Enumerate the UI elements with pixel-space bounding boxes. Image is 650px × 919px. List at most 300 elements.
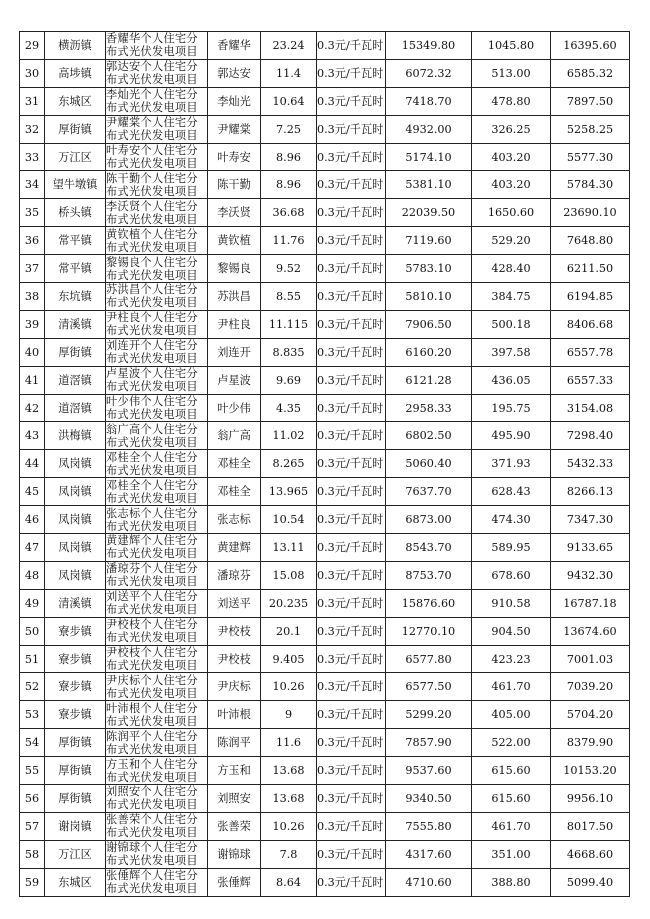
row-amount-a: 8543.70	[386, 534, 472, 562]
table-row	[20, 32, 630, 60]
row-amount-b: 495.90	[472, 422, 551, 450]
row-total: 9432.30	[551, 561, 630, 589]
row-index: 36	[20, 227, 45, 255]
row-town: 凤岗镇	[45, 450, 106, 478]
row-amount-a: 9340.50	[386, 785, 472, 813]
row-capacity: 8.96	[261, 171, 317, 199]
row-capacity: 9.405	[261, 645, 317, 673]
row-amount-b: 1045.80	[472, 32, 551, 60]
row-total: 7298.40	[551, 422, 630, 450]
table-row	[20, 785, 630, 813]
row-index: 52	[20, 673, 45, 701]
row-amount-a: 6121.28	[386, 366, 472, 394]
row-price: 0.3元/千瓦时	[317, 478, 386, 506]
row-amount-a: 5810.10	[386, 283, 472, 311]
row-project-name: 张倕辉个人住宅分布式光伏发电项目	[106, 868, 208, 896]
row-index: 56	[20, 785, 45, 813]
row-amount-b: 423.23	[472, 645, 551, 673]
row-price: 0.3元/千瓦时	[317, 534, 386, 562]
table-row	[20, 645, 630, 673]
row-index: 44	[20, 450, 45, 478]
row-project-name: 尹庆标个人住宅分布式光伏发电项目	[106, 673, 208, 701]
row-price: 0.3元/千瓦时	[317, 729, 386, 757]
row-index: 45	[20, 478, 45, 506]
row-capacity: 9.52	[261, 255, 317, 283]
row-total: 8017.50	[551, 812, 630, 840]
row-project-name: 叶寿安个人住宅分布式光伏发电项目	[106, 143, 208, 171]
row-project-name: 谢锦球个人住宅分布式光伏发电项目	[106, 840, 208, 868]
row-town: 望牛墩镇	[45, 171, 106, 199]
row-amount-a: 6577.80	[386, 645, 472, 673]
table-row	[20, 171, 630, 199]
row-amount-a: 12770.10	[386, 617, 472, 645]
row-town: 万江区	[45, 143, 106, 171]
row-town: 清溪镇	[45, 589, 106, 617]
row-owner: 郭达安	[208, 59, 261, 87]
row-price: 0.3元/千瓦时	[317, 868, 386, 896]
row-total: 7897.50	[551, 87, 630, 115]
row-price: 0.3元/千瓦时	[317, 338, 386, 366]
subsidy-table	[19, 31, 630, 897]
row-amount-b: 522.00	[472, 729, 551, 757]
row-town: 洪梅镇	[45, 422, 106, 450]
row-price: 0.3元/千瓦时	[317, 310, 386, 338]
row-town: 寮步镇	[45, 645, 106, 673]
row-total: 6585.32	[551, 59, 630, 87]
row-amount-b: 513.00	[472, 59, 551, 87]
row-capacity: 36.68	[261, 199, 317, 227]
row-capacity: 11.76	[261, 227, 317, 255]
table-row	[20, 506, 630, 534]
row-town: 东坑镇	[45, 283, 106, 311]
row-amount-b: 461.70	[472, 812, 551, 840]
table-row	[20, 701, 630, 729]
row-price: 0.3元/千瓦时	[317, 422, 386, 450]
row-price: 0.3元/千瓦时	[317, 115, 386, 143]
row-amount-b: 904.50	[472, 617, 551, 645]
row-amount-a: 15349.80	[386, 32, 472, 60]
row-index: 59	[20, 868, 45, 896]
row-price: 0.3元/千瓦时	[317, 394, 386, 422]
row-capacity: 13.965	[261, 478, 317, 506]
row-capacity: 9	[261, 701, 317, 729]
row-project-name: 叶沛根个人住宅分布式光伏发电项目	[106, 701, 208, 729]
row-index: 57	[20, 812, 45, 840]
row-index: 43	[20, 422, 45, 450]
row-total: 10153.20	[551, 757, 630, 785]
table-row	[20, 478, 630, 506]
row-price: 0.3元/千瓦时	[317, 32, 386, 60]
row-index: 31	[20, 87, 45, 115]
row-town: 寮步镇	[45, 701, 106, 729]
row-total: 9956.10	[551, 785, 630, 813]
row-index: 38	[20, 283, 45, 311]
row-index: 49	[20, 589, 45, 617]
row-project-name: 尹校枝个人住宅分布式光伏发电项目	[106, 617, 208, 645]
row-total: 16395.60	[551, 32, 630, 60]
row-index: 41	[20, 366, 45, 394]
row-index: 55	[20, 757, 45, 785]
row-amount-b: 397.58	[472, 338, 551, 366]
row-capacity: 7.25	[261, 115, 317, 143]
table-row	[20, 338, 630, 366]
row-amount-b: 474.30	[472, 506, 551, 534]
row-owner: 叶少伟	[208, 394, 261, 422]
row-price: 0.3元/千瓦时	[317, 143, 386, 171]
row-amount-a: 5381.10	[386, 171, 472, 199]
table-row	[20, 87, 630, 115]
row-town: 凤岗镇	[45, 506, 106, 534]
row-amount-a: 7906.50	[386, 310, 472, 338]
row-owner: 邓桂全	[208, 478, 261, 506]
row-owner: 苏洪昌	[208, 283, 261, 311]
row-town: 凤岗镇	[45, 561, 106, 589]
row-index: 29	[20, 32, 45, 60]
row-town: 凤岗镇	[45, 478, 106, 506]
row-amount-a: 5299.20	[386, 701, 472, 729]
row-owner: 尹庆标	[208, 673, 261, 701]
row-price: 0.3元/千瓦时	[317, 450, 386, 478]
row-index: 32	[20, 115, 45, 143]
row-project-name: 刘照安个人住宅分布式光伏发电项目	[106, 785, 208, 813]
table-row	[20, 729, 630, 757]
row-owner: 陈润平	[208, 729, 261, 757]
row-index: 48	[20, 561, 45, 589]
row-price: 0.3元/千瓦时	[317, 506, 386, 534]
row-owner: 张倕辉	[208, 868, 261, 896]
row-project-name: 卢星波个人住宅分布式光伏发电项目	[106, 366, 208, 394]
row-amount-a: 22039.50	[386, 199, 472, 227]
row-amount-b: 351.00	[472, 840, 551, 868]
row-town: 高埗镇	[45, 59, 106, 87]
row-index: 58	[20, 840, 45, 868]
row-amount-b: 405.00	[472, 701, 551, 729]
row-capacity: 10.26	[261, 673, 317, 701]
row-project-name: 李灿光个人住宅分布式光伏发电项目	[106, 87, 208, 115]
row-total: 5784.30	[551, 171, 630, 199]
row-amount-b: 529.20	[472, 227, 551, 255]
row-project-name: 陈润平个人住宅分布式光伏发电项目	[106, 729, 208, 757]
row-project-name: 叶少伟个人住宅分布式光伏发电项目	[106, 394, 208, 422]
row-town: 常平镇	[45, 255, 106, 283]
row-owner: 尹耀棠	[208, 115, 261, 143]
row-total: 6557.33	[551, 366, 630, 394]
row-amount-a: 8753.70	[386, 561, 472, 589]
row-amount-b: 678.60	[472, 561, 551, 589]
row-amount-b: 326.25	[472, 115, 551, 143]
row-amount-a: 6160.20	[386, 338, 472, 366]
row-index: 35	[20, 199, 45, 227]
table-row	[20, 115, 630, 143]
row-owner: 尹柱良	[208, 310, 261, 338]
table-row	[20, 561, 630, 589]
row-project-name: 苏洪昌个人住宅分布式光伏发电项目	[106, 283, 208, 311]
row-owner: 黄建辉	[208, 534, 261, 562]
row-capacity: 20.1	[261, 617, 317, 645]
row-capacity: 8.265	[261, 450, 317, 478]
row-total: 8266.13	[551, 478, 630, 506]
row-project-name: 黄钦植个人住宅分布式光伏发电项目	[106, 227, 208, 255]
row-total: 23690.10	[551, 199, 630, 227]
row-total: 6194.85	[551, 283, 630, 311]
row-price: 0.3元/千瓦时	[317, 366, 386, 394]
row-capacity: 11.4	[261, 59, 317, 87]
row-price: 0.3元/千瓦时	[317, 645, 386, 673]
row-total: 7039.20	[551, 673, 630, 701]
row-owner: 尹校枝	[208, 645, 261, 673]
row-index: 37	[20, 255, 45, 283]
row-project-name: 邓桂全个人住宅分布式光伏发电项目	[106, 450, 208, 478]
row-project-name: 尹耀棠个人住宅分布式光伏发电项目	[106, 115, 208, 143]
table-row	[20, 589, 630, 617]
row-town: 寮步镇	[45, 673, 106, 701]
row-amount-b: 615.60	[472, 757, 551, 785]
row-town: 横沥镇	[45, 32, 106, 60]
row-total: 5258.25	[551, 115, 630, 143]
row-town: 道滘镇	[45, 366, 106, 394]
row-amount-a: 5060.40	[386, 450, 472, 478]
row-total: 16787.18	[551, 589, 630, 617]
row-owner: 刘连开	[208, 338, 261, 366]
row-amount-a: 5783.10	[386, 255, 472, 283]
row-amount-b: 461.70	[472, 673, 551, 701]
row-total: 5704.20	[551, 701, 630, 729]
row-price: 0.3元/千瓦时	[317, 589, 386, 617]
row-owner: 方玉和	[208, 757, 261, 785]
table-row	[20, 366, 630, 394]
row-amount-a: 7555.80	[386, 812, 472, 840]
row-project-name: 黄建辉个人住宅分布式光伏发电项目	[106, 534, 208, 562]
row-project-name: 方玉和个人住宅分布式光伏发电项目	[106, 757, 208, 785]
row-total: 5577.30	[551, 143, 630, 171]
row-owner: 潘琼芬	[208, 561, 261, 589]
row-owner: 张善荣	[208, 812, 261, 840]
row-town: 寮步镇	[45, 617, 106, 645]
table-row	[20, 227, 630, 255]
row-total: 9133.65	[551, 534, 630, 562]
row-amount-b: 436.05	[472, 366, 551, 394]
row-capacity: 11.02	[261, 422, 317, 450]
row-price: 0.3元/千瓦时	[317, 199, 386, 227]
row-owner: 黎锡良	[208, 255, 261, 283]
row-price: 0.3元/千瓦时	[317, 171, 386, 199]
row-project-name: 陈干勤个人住宅分布式光伏发电项目	[106, 171, 208, 199]
row-amount-b: 428.40	[472, 255, 551, 283]
row-amount-b: 910.58	[472, 589, 551, 617]
row-town: 桥头镇	[45, 199, 106, 227]
row-capacity: 13.68	[261, 757, 317, 785]
row-capacity: 13.11	[261, 534, 317, 562]
row-project-name: 李沃贤个人住宅分布式光伏发电项目	[106, 199, 208, 227]
row-capacity: 7.8	[261, 840, 317, 868]
table-row	[20, 283, 630, 311]
row-total: 8406.68	[551, 310, 630, 338]
row-capacity: 10.54	[261, 506, 317, 534]
row-owner: 卢星波	[208, 366, 261, 394]
row-price: 0.3元/千瓦时	[317, 87, 386, 115]
row-index: 42	[20, 394, 45, 422]
row-capacity: 15.08	[261, 561, 317, 589]
row-total: 4668.60	[551, 840, 630, 868]
table-row	[20, 394, 630, 422]
row-total: 7347.30	[551, 506, 630, 534]
row-amount-a: 6873.00	[386, 506, 472, 534]
row-index: 51	[20, 645, 45, 673]
row-capacity: 8.55	[261, 283, 317, 311]
row-town: 东城区	[45, 87, 106, 115]
row-index: 33	[20, 143, 45, 171]
row-town: 厚街镇	[45, 785, 106, 813]
row-project-name: 郭达安个人住宅分布式光伏发电项目	[106, 59, 208, 87]
row-owner: 陈干勤	[208, 171, 261, 199]
row-amount-a: 6577.50	[386, 673, 472, 701]
row-town: 常平镇	[45, 227, 106, 255]
row-town: 厚街镇	[45, 338, 106, 366]
row-index: 53	[20, 701, 45, 729]
row-total: 5432.33	[551, 450, 630, 478]
table-row	[20, 422, 630, 450]
row-town: 厚街镇	[45, 729, 106, 757]
row-owner: 香耀华	[208, 32, 261, 60]
row-amount-a: 7418.70	[386, 87, 472, 115]
table-row	[20, 812, 630, 840]
row-amount-a: 7637.70	[386, 478, 472, 506]
row-owner: 叶沛根	[208, 701, 261, 729]
row-project-name: 尹校枝个人住宅分布式光伏发电项目	[106, 645, 208, 673]
table-row	[20, 617, 630, 645]
row-amount-a: 9537.60	[386, 757, 472, 785]
row-owner: 黄钦植	[208, 227, 261, 255]
row-project-name: 翁广高个人住宅分布式光伏发电项目	[106, 422, 208, 450]
row-amount-a: 15876.60	[386, 589, 472, 617]
row-owner: 张志标	[208, 506, 261, 534]
row-amount-a: 6072.32	[386, 59, 472, 87]
row-capacity: 4.35	[261, 394, 317, 422]
row-capacity: 20.235	[261, 589, 317, 617]
row-project-name: 黎锡良个人住宅分布式光伏发电项目	[106, 255, 208, 283]
row-town: 道滘镇	[45, 394, 106, 422]
row-price: 0.3元/千瓦时	[317, 785, 386, 813]
row-town: 东城区	[45, 868, 106, 896]
row-amount-b: 384.75	[472, 283, 551, 311]
row-price: 0.3元/千瓦时	[317, 701, 386, 729]
row-price: 0.3元/千瓦时	[317, 673, 386, 701]
table-row	[20, 255, 630, 283]
table-row	[20, 840, 630, 868]
row-capacity: 8.64	[261, 868, 317, 896]
table-row	[20, 310, 630, 338]
row-owner: 李灿光	[208, 87, 261, 115]
row-project-name: 潘琼芬个人住宅分布式光伏发电项目	[106, 561, 208, 589]
row-amount-b: 478.80	[472, 87, 551, 115]
row-price: 0.3元/千瓦时	[317, 283, 386, 311]
row-total: 5099.40	[551, 868, 630, 896]
row-project-name: 尹柱良个人住宅分布式光伏发电项目	[106, 310, 208, 338]
table-row	[20, 59, 630, 87]
row-owner: 李沃贤	[208, 199, 261, 227]
row-index: 54	[20, 729, 45, 757]
row-amount-b: 195.75	[472, 394, 551, 422]
row-owner: 邓桂全	[208, 450, 261, 478]
row-town: 清溪镇	[45, 310, 106, 338]
row-capacity: 10.26	[261, 812, 317, 840]
row-town: 厚街镇	[45, 115, 106, 143]
row-owner: 谢锦球	[208, 840, 261, 868]
table-row	[20, 757, 630, 785]
row-amount-b: 403.20	[472, 143, 551, 171]
row-owner: 叶寿安	[208, 143, 261, 171]
row-capacity: 11.115	[261, 310, 317, 338]
row-town: 谢岗镇	[45, 812, 106, 840]
row-amount-a: 4317.60	[386, 840, 472, 868]
row-project-name: 张善荣个人住宅分布式光伏发电项目	[106, 812, 208, 840]
row-capacity: 11.6	[261, 729, 317, 757]
row-amount-a: 7119.60	[386, 227, 472, 255]
row-owner: 刘送平	[208, 589, 261, 617]
row-capacity: 13.68	[261, 785, 317, 813]
row-project-name: 香耀华个人住宅分布式光伏发电项目	[106, 32, 208, 60]
row-price: 0.3元/千瓦时	[317, 255, 386, 283]
table-row	[20, 199, 630, 227]
row-price: 0.3元/千瓦时	[317, 561, 386, 589]
row-index: 39	[20, 310, 45, 338]
row-amount-a: 4932.00	[386, 115, 472, 143]
row-price: 0.3元/千瓦时	[317, 812, 386, 840]
row-project-name: 邓桂全个人住宅分布式光伏发电项目	[106, 478, 208, 506]
row-amount-b: 1650.60	[472, 199, 551, 227]
row-price: 0.3元/千瓦时	[317, 757, 386, 785]
table-body	[20, 32, 630, 897]
row-index: 40	[20, 338, 45, 366]
row-price: 0.3元/千瓦时	[317, 59, 386, 87]
row-index: 46	[20, 506, 45, 534]
row-owner: 翁广高	[208, 422, 261, 450]
row-amount-b: 371.93	[472, 450, 551, 478]
row-price: 0.3元/千瓦时	[317, 227, 386, 255]
row-amount-b: 615.60	[472, 785, 551, 813]
row-amount-b: 628.43	[472, 478, 551, 506]
row-index: 47	[20, 534, 45, 562]
row-owner: 尹校枝	[208, 617, 261, 645]
table-row	[20, 673, 630, 701]
row-amount-b: 500.18	[472, 310, 551, 338]
row-amount-a: 5174.10	[386, 143, 472, 171]
row-amount-b: 388.80	[472, 868, 551, 896]
row-capacity: 8.96	[261, 143, 317, 171]
row-total: 3154.08	[551, 394, 630, 422]
row-index: 50	[20, 617, 45, 645]
row-project-name: 张志标个人住宅分布式光伏发电项目	[106, 506, 208, 534]
row-town: 凤岗镇	[45, 534, 106, 562]
row-total: 13674.60	[551, 617, 630, 645]
row-amount-b: 589.95	[472, 534, 551, 562]
row-amount-a: 7857.90	[386, 729, 472, 757]
row-total: 8379.90	[551, 729, 630, 757]
row-amount-a: 6802.50	[386, 422, 472, 450]
row-total: 7001.03	[551, 645, 630, 673]
row-town: 万江区	[45, 840, 106, 868]
table-row	[20, 534, 630, 562]
row-price: 0.3元/千瓦时	[317, 840, 386, 868]
row-price: 0.3元/千瓦时	[317, 617, 386, 645]
row-owner: 刘照安	[208, 785, 261, 813]
row-amount-b: 403.20	[472, 171, 551, 199]
row-capacity: 8.835	[261, 338, 317, 366]
row-project-name: 刘送平个人住宅分布式光伏发电项目	[106, 589, 208, 617]
row-total: 6557.78	[551, 338, 630, 366]
row-total: 6211.50	[551, 255, 630, 283]
row-project-name: 刘连开个人住宅分布式光伏发电项目	[106, 338, 208, 366]
